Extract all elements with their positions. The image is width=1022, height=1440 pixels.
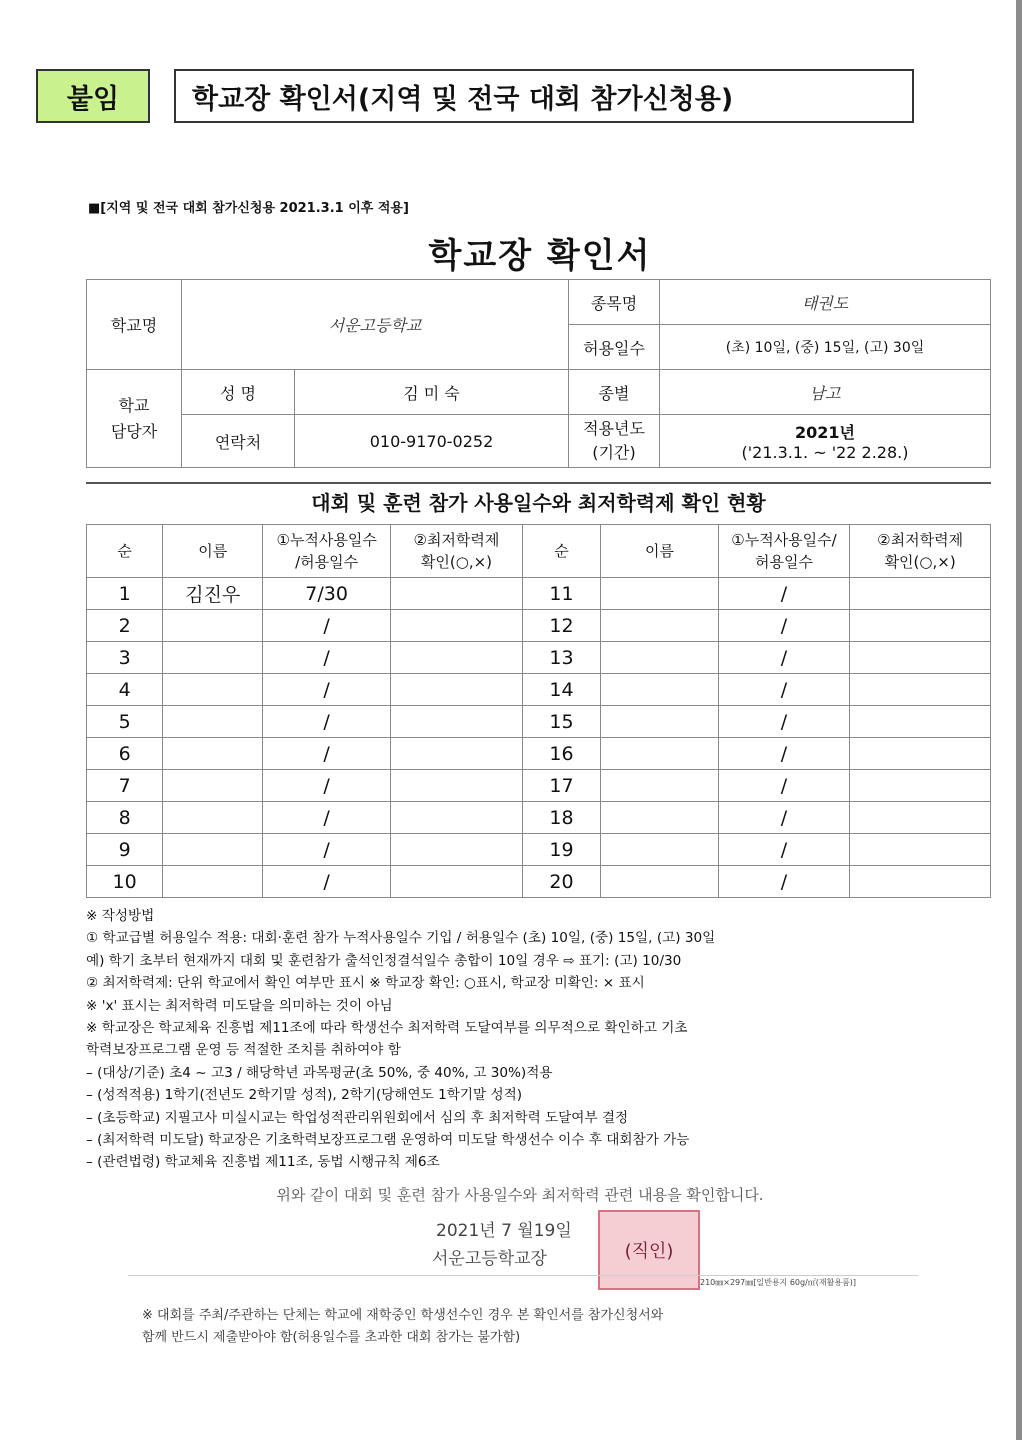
method-line: ② 최저학력제: 단위 학교에서 확인 여부만 표시 ※ 학교장 확인: ○표시, 학교장 미확인: × 표시 xyxy=(86,975,645,992)
event-label: 종목명 xyxy=(569,280,660,325)
official-seal: (직인) xyxy=(598,1210,700,1290)
event-value: 태권도 xyxy=(660,280,991,325)
footer-line: 함께 반드시 제출받아야 함(허용일수를 초과한 대회 참가는 불가함) xyxy=(142,1330,521,1345)
grid-cell: 13 xyxy=(522,642,600,674)
grid-cell xyxy=(163,770,263,802)
grid-cell: / xyxy=(263,738,391,770)
header-title: 학교장 확인서(지역 및 전국 대회 참가신청용) xyxy=(174,69,914,123)
grid-cell: / xyxy=(718,674,850,706)
grid-cell xyxy=(601,706,719,738)
grid-cell xyxy=(391,578,523,610)
grid-cell xyxy=(850,610,991,642)
grid-cell xyxy=(850,642,991,674)
grid-cell: 7 xyxy=(87,770,163,802)
grid-cell: / xyxy=(263,674,391,706)
table-row xyxy=(87,578,991,610)
grid-cell: / xyxy=(263,834,391,866)
grid-cell xyxy=(601,738,719,770)
grid-cell: 1 xyxy=(87,578,163,610)
grid-cell xyxy=(163,706,263,738)
grid-cell: 18 xyxy=(522,802,600,834)
allowed-label: 허용일수 xyxy=(569,325,660,370)
grid-cell xyxy=(601,674,719,706)
method-line: ① 학교급별 허용일수 적용: 대회·훈련 참가 누적사용일수 기입 / 허용일수 (초) 10일, (중) 15일, (고) 30일 xyxy=(86,930,716,947)
grid-cell xyxy=(601,578,719,610)
sign-date: 2021년 7 월19일 xyxy=(436,1221,572,1241)
allowed-value: (초) 10일, (중) 15일, (고) 30일 xyxy=(660,325,991,370)
method-line: – (초등학교) 지필고사 미실시교는 학업성적관리위원회에서 심의 후 최저학력 도달여부 결정 xyxy=(86,1109,629,1126)
table-row xyxy=(87,866,991,898)
grid-cell: 2 xyxy=(87,610,163,642)
grid-cell: / xyxy=(718,770,850,802)
grid-cell xyxy=(163,674,263,706)
year-value: 2021년 xyxy=(795,423,855,442)
grid-header-cell: ①누적사용일수/ 허용일수 xyxy=(718,525,850,578)
table-row xyxy=(87,834,991,866)
method-line: ※ 'x' 표시는 최저학력 미도달을 의미하는 것이 아님 xyxy=(86,997,393,1014)
paper-size-note: 210㎜×297㎜[일반용지 60g/㎡(재활용품)] xyxy=(700,1278,857,1287)
grid-cell: / xyxy=(718,610,850,642)
applicability-note: ■[지역 및 전국 대회 참가신청용 2021.3.1 이후 적용] xyxy=(88,201,409,216)
method-line: – (관련법령) 학교체육 진흥법 제11조, 동법 시행규칙 제6조 xyxy=(86,1154,440,1171)
grid-cell xyxy=(391,642,523,674)
grid-header-cell: ①누적사용일수 /허용일수 xyxy=(263,525,391,578)
grid-header-cell: ②최저학력제 확인(○,×) xyxy=(850,525,991,578)
method-line: 예) 학기 초부터 현재까지 대회 및 훈련참가 출석인정결석일수 총합이 10일 경우 ⇨ 표기: (고) 10/30 xyxy=(86,952,682,969)
name-label: 성 명 xyxy=(182,370,295,415)
grid-cell xyxy=(601,642,719,674)
grid-cell: 5 xyxy=(87,706,163,738)
usage-grid xyxy=(86,524,991,898)
table-row xyxy=(87,610,991,642)
grid-cell xyxy=(850,834,991,866)
gender-value: 남고 xyxy=(660,370,991,415)
principal-sign: 서운고등학교장 xyxy=(432,1249,547,1269)
grid-cell xyxy=(163,642,263,674)
grid-cell xyxy=(391,770,523,802)
grid-cell: / xyxy=(263,770,391,802)
grid-cell xyxy=(850,802,991,834)
grid-cell xyxy=(601,834,719,866)
method-line: ※ 학교장은 학교체육 진흥법 제11조에 따라 학생선수 최저학력 도달여부를 의무적으로 확인하고 기초 xyxy=(86,1020,688,1037)
grid-cell xyxy=(601,610,719,642)
grid-cell xyxy=(163,610,263,642)
grid-cell xyxy=(850,866,991,898)
table-row xyxy=(87,738,991,770)
grid-cell: / xyxy=(263,610,391,642)
grid-cell: 10 xyxy=(87,866,163,898)
scrollbar-edge xyxy=(1016,0,1022,1440)
grid-cell: / xyxy=(718,578,850,610)
grid-cell xyxy=(850,738,991,770)
grid-header-cell: ②최저학력제 확인(○,×) xyxy=(391,525,523,578)
grid-cell xyxy=(850,674,991,706)
grid-cell: 4 xyxy=(87,674,163,706)
grid-cell: 8 xyxy=(87,802,163,834)
divider xyxy=(128,1275,918,1276)
table-row xyxy=(87,770,991,802)
grid-cell xyxy=(601,802,719,834)
grid-cell: 11 xyxy=(522,578,600,610)
grid-cell: 3 xyxy=(87,642,163,674)
name-value: 김 미 숙 xyxy=(295,370,569,415)
grid-cell: 19 xyxy=(522,834,600,866)
grid-header-cell: 이름 xyxy=(163,525,263,578)
grid-cell xyxy=(850,706,991,738)
grid-cell xyxy=(391,610,523,642)
grid-cell: 김진우 xyxy=(163,578,263,610)
table-row xyxy=(87,706,991,738)
table-row xyxy=(87,642,991,674)
confirmation-statement: 위와 같이 대회 및 훈련 참가 사용일수와 최저학력 관련 내용을 확인합니다. xyxy=(276,1186,764,1204)
grid-cell xyxy=(163,866,263,898)
grid-cell xyxy=(163,834,263,866)
grid-cell: 15 xyxy=(522,706,600,738)
grid-cell: / xyxy=(718,706,850,738)
grid-cell: / xyxy=(263,866,391,898)
footer-note xyxy=(142,1305,663,1349)
grid-cell: / xyxy=(718,866,850,898)
grid-cell: / xyxy=(263,802,391,834)
grid-cell xyxy=(163,738,263,770)
grid-cell: / xyxy=(263,706,391,738)
grid-cell: / xyxy=(718,802,850,834)
grid-cell: 14 xyxy=(522,674,600,706)
grid-cell xyxy=(391,866,523,898)
method-line: – (대상/기준) 초4 ~ 고3 / 해당학년 과목평균(초 50%, 중 40%, 고 30%)적용 xyxy=(86,1064,553,1081)
grid-cell: 7/30 xyxy=(263,578,391,610)
table-row xyxy=(87,802,991,834)
page-title: 학교장 확인서 xyxy=(428,236,652,276)
period-value: ('21.3.1. ~ '22 2.28.) xyxy=(741,443,909,462)
section-subtitle: 대회 및 훈련 참가 사용일수와 최저학력제 확인 현황 xyxy=(86,482,991,524)
grid-cell xyxy=(601,770,719,802)
method-line: ※ 작성방법 xyxy=(86,908,155,924)
year-label: 적용년도 (기간) xyxy=(569,415,660,468)
table-row xyxy=(87,674,991,706)
grid-cell: / xyxy=(718,738,850,770)
grid-cell xyxy=(601,866,719,898)
grid-cell xyxy=(391,834,523,866)
grid-header-cell: 순 xyxy=(522,525,600,578)
method-line: – (최저학력 미도달) 학교장은 기초학력보장프로그램 운영하여 미도달 학생선수 이수 후 대회참가 가능 xyxy=(86,1132,690,1149)
footer-line: ※ 대회를 주최/주관하는 단체는 학교에 재학중인 학생선수인 경우 본 확인서를 참가신청서와 xyxy=(142,1308,664,1323)
grid-cell: 16 xyxy=(522,738,600,770)
school-value: 서운고등학교 xyxy=(182,280,569,370)
grid-cell: 20 xyxy=(522,866,600,898)
method-line: 학력보장프로그램 운영 등 적절한 조치를 취하여야 함 xyxy=(86,1042,401,1059)
grid-header-cell: 순 xyxy=(87,525,163,578)
school-info-table xyxy=(86,279,991,468)
grid-cell: 6 xyxy=(87,738,163,770)
contact-value: 010-9170-0252 xyxy=(295,415,569,468)
grid-cell xyxy=(391,802,523,834)
writing-method xyxy=(86,905,996,1174)
grid-cell: 17 xyxy=(522,770,600,802)
grid-cell xyxy=(850,770,991,802)
method-line: – (성적적용) 1학기(전년도 2학기말 성적), 2학기(당해연도 1학기말 성적) xyxy=(86,1087,523,1104)
grid-cell: 9 xyxy=(87,834,163,866)
grid-cell xyxy=(391,674,523,706)
grid-cell xyxy=(391,706,523,738)
contact-label: 연락처 xyxy=(182,415,295,468)
grid-header-cell: 이름 xyxy=(601,525,719,578)
grid-cell: 12 xyxy=(522,610,600,642)
gender-label: 종별 xyxy=(569,370,660,415)
grid-cell: / xyxy=(263,642,391,674)
grid-cell: / xyxy=(718,834,850,866)
school-label: 학교명 xyxy=(87,280,182,370)
grid-cell xyxy=(163,802,263,834)
grid-cell xyxy=(850,578,991,610)
year-cell xyxy=(660,415,991,468)
grid-cell xyxy=(391,738,523,770)
manager-label: 학교 담당자 xyxy=(87,370,182,468)
attachment-tag: 붙임 xyxy=(36,69,150,123)
grid-cell: / xyxy=(718,642,850,674)
